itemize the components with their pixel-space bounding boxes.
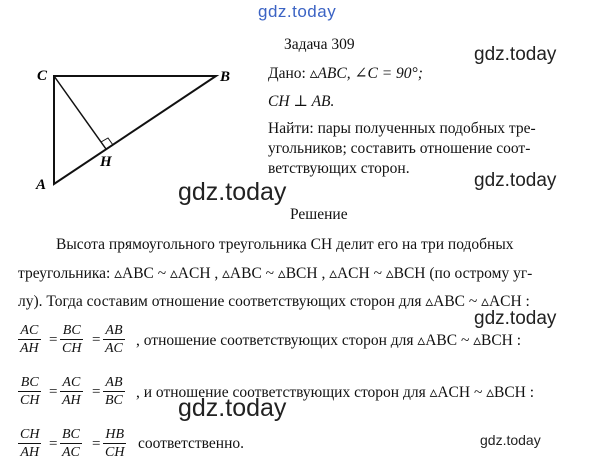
equals-sign: = [49,384,58,400]
vertex-label-h: H [100,154,112,170]
ratio-denominator: CH [62,341,82,356]
find-line-2: угольников; составить отношение соот- [268,140,531,157]
ratio-numerator: BC [62,427,80,442]
ratio-1-2 [60,322,83,357]
equals-sign: = [92,384,101,400]
ratio-denominator: AH [20,445,40,460]
altitude-ch [54,76,106,149]
ratio-numerator: AB [103,322,125,340]
ratio-3-3 [103,426,126,461]
given-angle: , ∠C = 90°; [346,65,423,82]
ratio-3-2 [60,426,82,461]
watermark-top: gdz.today [258,2,337,21]
vertex-label-c: C [37,68,48,84]
ratio-1-3 [103,322,125,357]
ratio-2-2 [60,374,83,409]
ratio-denominator: AH [62,393,81,408]
ratio-numerator: CH [20,427,40,442]
vertex-label-b: B [220,69,231,85]
ratio-denominator: CH [105,445,125,460]
solution-heading: Решение [290,206,348,223]
vertex-label-a: A [36,177,47,192]
solution-line-1: Высота прямоугольного треугольника CH делит его на три подобных [56,236,514,253]
watermark-center-2: gdz.today [178,394,287,422]
solution-line-3: лу). Тогда составим отношение соответствующих сторон для ▵ABC ~ ▵ACH : [18,293,530,310]
ratio-row-3-text: соответственно. [138,435,244,452]
ratio-denominator: AC [105,341,123,356]
watermark-right-2: gdz.today [474,170,557,191]
find-line-1: Найти: пары полученных подобных тре- [268,120,536,137]
ratio-denominator: CH [20,393,40,408]
ratio-3-1 [18,426,41,461]
ratio-denominator: BC [105,393,123,408]
ratio-numerator: AC [18,322,41,340]
given-perpendicular: CH ⊥ AB. [268,93,335,110]
watermark-right-3: gdz.today [474,308,557,329]
equals-sign: = [49,436,58,452]
find-line-3: ветствующих сторон. [268,160,410,177]
given-triangle: ▵ABC [309,65,347,82]
ratio-2-3 [103,374,125,409]
ratio-row-1-text: , отношение соответствующих сторон для ▵ABC ~ ▵BCH : [136,332,522,349]
triangle-abc [54,76,216,184]
ratio-1-1 [18,322,41,357]
ratio-numerator: BC [60,322,83,340]
ratio-numerator: AB [103,374,125,392]
ratio-denominator: AC [62,445,80,460]
ratio-denominator: AH [20,341,39,356]
ratio-2-1 [18,374,41,409]
ratio-numerator: AC [60,374,83,392]
ratio-row-2-text: , и отношение соответствующих сторон для ▵ACH ~ ▵BCH : [136,384,535,401]
watermark-right-1: gdz.today [474,44,557,65]
given-line [268,64,423,83]
watermark-center-1: gdz.today [178,178,287,206]
given-label: Дано: [268,65,306,82]
equals-sign: = [92,436,101,452]
ratio-numerator: BC [18,374,41,392]
equals-sign: = [92,332,101,348]
watermark-bottom-right: gdz.today [480,432,541,448]
solution-line-2: треугольника: ▵ABC ~ ▵ACH , ▵ABC ~ ▵BCH , ▵ACH ~ ▵BCH (по острому уг- [18,265,533,282]
triangle-figure [30,62,240,192]
equals-sign: = [49,332,58,348]
task-title: Задача 309 [284,36,355,53]
ratio-numerator: HB [103,426,126,444]
